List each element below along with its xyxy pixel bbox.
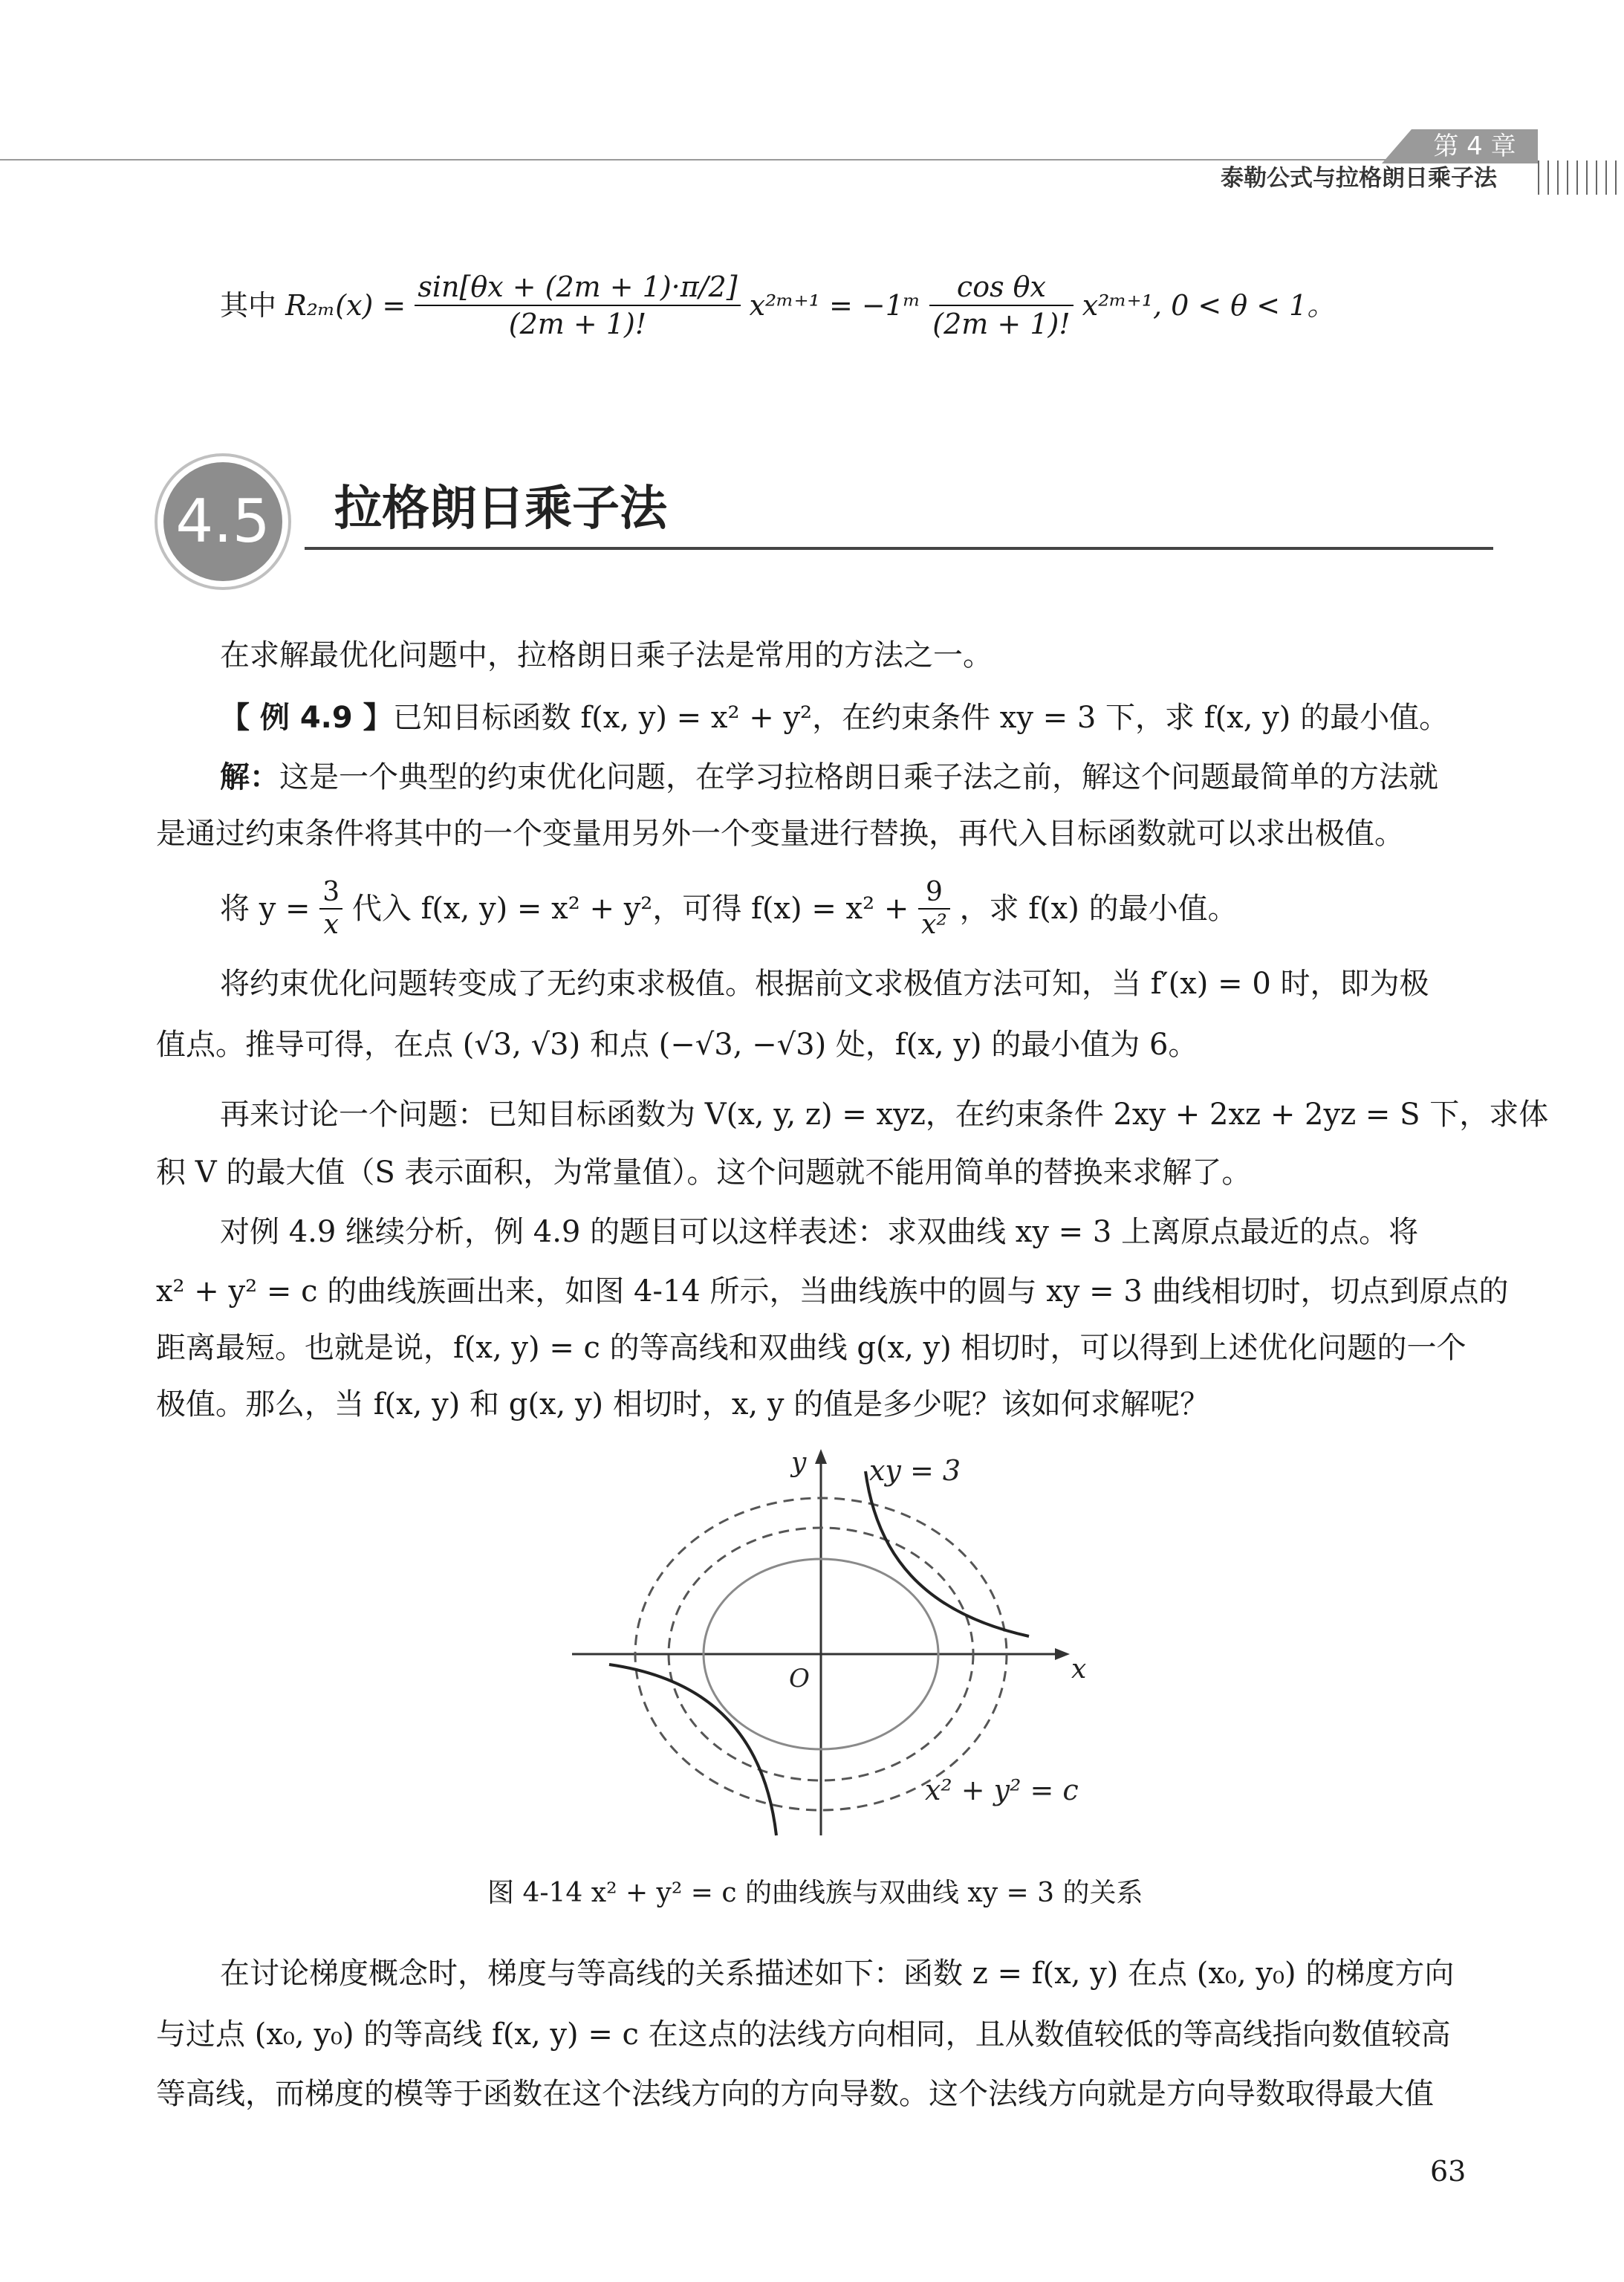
formula-mid: x²ᵐ⁺¹ = −1ᵐ bbox=[749, 289, 921, 322]
hyperbola-branch-lower bbox=[609, 1665, 776, 1835]
thumb-index-marks bbox=[1538, 161, 1620, 195]
section-underline bbox=[305, 547, 1493, 550]
solution-label: 解： bbox=[220, 760, 279, 794]
frac-num-3: 3 bbox=[319, 877, 342, 910]
y-axis-arrow bbox=[815, 1449, 827, 1464]
formula-fraction-2 bbox=[929, 269, 1073, 342]
paragraph-8-line-1: 在讨论梯度概念时，梯度与等高线的关系描述如下：函数 z = f(x, y) 在点 (x₀, y₀) 的梯度方向 bbox=[220, 1957, 1455, 1991]
formula-denominator-1: (2m + 1)! bbox=[508, 308, 647, 340]
section-number: 4.5 bbox=[163, 462, 282, 581]
paragraph-7-line-2: x² + y² = c 的曲线族画出来，如图 4-14 所示，当曲线族中的圆与 xy = 3 曲线相切时，切点到原点的 bbox=[156, 1274, 1509, 1309]
fraction-3-over-x bbox=[319, 877, 342, 941]
solution-line-2: 是通过约束条件将其中的一个变量用另外一个变量进行替换，再代入目标函数就可以求出极值。 bbox=[156, 817, 1404, 851]
hyperbola-branch-upper bbox=[865, 1471, 1029, 1636]
frac-den-x: x bbox=[323, 910, 339, 940]
solution-text-1: 这是一个典型的约束优化问题，在学习拉格朗日乘子法之前，解这个问题最简单的方法就 bbox=[279, 760, 1438, 794]
page-number: 63 bbox=[1430, 2155, 1467, 2188]
paragraph-1: 在求解最优化问题中，拉格朗日乘子法是常用的方法之一。 bbox=[220, 638, 993, 672]
section-title: 拉格朗日乘子法 bbox=[334, 482, 667, 537]
chapter-tab: 第 4 章 bbox=[1412, 129, 1538, 163]
fraction-9-over-x2 bbox=[918, 877, 950, 941]
origin-label: O bbox=[789, 1664, 810, 1693]
formula-lhs: R₂ₘ(x) = bbox=[285, 289, 406, 322]
paragraph-7-line-1: 对例 4.9 继续分析，例 4.9 的题目可以这样表述：求双曲线 xy = 3 上离原点最近的点。将 bbox=[220, 1215, 1419, 1249]
chapter-title: 泰勒公式与拉格朗日乘子法 bbox=[1221, 165, 1497, 192]
formula-fraction-1 bbox=[415, 269, 740, 342]
hyperbola-label: xy = 3 bbox=[869, 1454, 961, 1487]
formula-numerator-1: sin[θx + (2m + 1)·π/2] bbox=[415, 269, 740, 306]
figure-4-14 bbox=[565, 1442, 1129, 1858]
paragraph-5-line-1: 将约束优化问题转变成了无约束求极值。根据前文求极值方法可知，当 f′(x) = 0 时，即为极 bbox=[220, 967, 1429, 1001]
level-curve-label: x² + y² = c bbox=[925, 1774, 1079, 1806]
frac-den-x2: x² bbox=[921, 910, 947, 940]
paragraph-7-line-3: 距离最短。也就是说，f(x, y) = c 的等高线和双曲线 g(x, y) 相切时，可以得到上述优化问题的一个 bbox=[156, 1331, 1467, 1365]
x-axis-arrow bbox=[1055, 1648, 1070, 1660]
paragraph-8-line-2: 与过点 (x₀, y₀) 的等高线 f(x, y) = c 在这点的法线方向相同，且从数值较低的等高线指向数值较高 bbox=[156, 2017, 1451, 2052]
figure-caption: 图 4-14 x² + y² = c 的曲线族与双曲线 xy = 3 的关系 bbox=[487, 1878, 1143, 1908]
substitution-line bbox=[220, 877, 1238, 941]
paragraph-7-line-4: 极值。那么，当 f(x, y) 和 g(x, y) 相切时，x, y 的值是多少呢？该如何求解呢？ bbox=[156, 1387, 1210, 1422]
solution-line-1 bbox=[220, 758, 1438, 797]
remainder-formula bbox=[220, 269, 1335, 342]
example-text: 已知目标函数 f(x, y) = x² + y²，在约束条件 xy = 3 下，求 f(x, y) 的最小值。 bbox=[392, 701, 1449, 735]
example-4-9 bbox=[220, 698, 1449, 737]
substitution-c: ，求 f(x) 的最小值。 bbox=[959, 892, 1238, 926]
paragraph-6-line-2: 积 V 的最大值（S 表示面积，为常量值）。这个问题就不能用简单的替换来求解了。 bbox=[156, 1155, 1252, 1190]
formula-numerator-2: cos θx bbox=[929, 269, 1073, 306]
formula-denominator-2: (2m + 1)! bbox=[932, 308, 1071, 340]
paragraph-6-line-1: 再来讨论一个问题：已知目标函数为 V(x, y, z) = xyz，在约束条件 2xy + 2xz + 2yz = S 下，求体 bbox=[220, 1098, 1549, 1132]
x-axis-label: x bbox=[1071, 1654, 1087, 1685]
formula-tail: x²ᵐ⁺¹, 0 < θ < 1。 bbox=[1082, 289, 1336, 322]
paragraph-8-line-3: 等高线，而梯度的模等于函数在这个法线方向的方向导数。这个法线方向就是方向导数取得最大值 bbox=[156, 2077, 1434, 2111]
substitution-a: 将 y = bbox=[220, 892, 311, 926]
y-axis-label: y bbox=[791, 1448, 807, 1478]
frac-num-9: 9 bbox=[918, 877, 950, 910]
example-label: 【 例 4.9 】 bbox=[220, 701, 393, 735]
formula-lead: 其中 bbox=[220, 289, 277, 322]
header-rule bbox=[0, 159, 1397, 161]
substitution-b: 代入 f(x, y) = x² + y²，可得 f(x) = x² + bbox=[351, 892, 909, 926]
paragraph-5-line-2: 值点。推导可得，在点 (√3, √3) 和点 (−√3, −√3) 处，f(x, y) 的最小值为 6。 bbox=[156, 1028, 1198, 1062]
